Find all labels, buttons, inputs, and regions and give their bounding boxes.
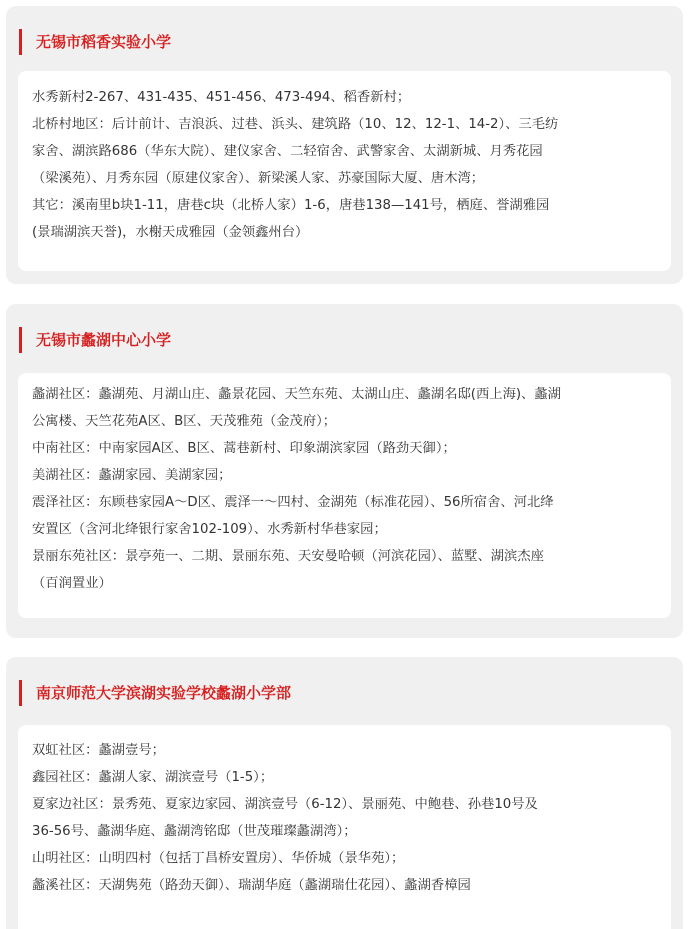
- district-line: 水秀新村2-267、431-435、451-456、473-494、稻香新村；: [32, 90, 411, 105]
- school-card: [6, 304, 683, 638]
- district-line: (景瑞湖滨天誉)，水榭天成雅园（金领鑫州台）: [32, 225, 309, 240]
- district-list: [18, 373, 671, 618]
- district-line: 安置区（含河北绛银行家舍102-109）、水秀新村华巷家园；: [32, 522, 387, 537]
- district-line: 双虹社区：蠡湖壹号；: [32, 743, 165, 758]
- district-line: 其它：溪南里b块1-11，唐巷c块（北桥人家）1-6，唐巷138—141号，栖庭、誉湖雅园: [32, 198, 550, 213]
- district-line: 景丽东苑社区：景亭苑一、二期、景丽东苑、天安曼哈顿（河滨花园）、蓝墅、湖滨杰座: [32, 549, 544, 564]
- school-title: 无锡市蠡湖中心小学: [19, 327, 171, 353]
- school-card: [6, 6, 683, 284]
- district-line: 36-56号、蠡湖华庭、蠡湖湾铭邸（世茂璀璨蠡湖湾）；: [32, 824, 357, 839]
- district-line: 美湖社区：蠡湖家园、美湖家园；: [32, 468, 232, 483]
- district-list: [18, 71, 671, 271]
- district-line: （百润置业）: [32, 576, 112, 591]
- district-line: 家舍、湖滨路686（华东大院）、建仪家舍、二轻宿舍、武警家舍、太湖新城、月秀花园: [32, 144, 543, 159]
- district-line: 公寓楼、天竺花苑A区、B区、天茂雅苑（金茂府）；: [32, 414, 337, 429]
- district-line: 夏家边社区：景秀苑、夏家边家园、湖滨壹号（6-12）、景丽苑、中鲍巷、孙巷10号及: [32, 797, 538, 812]
- district-line: 震泽社区：东顾巷家园A～D区、震泽一～四村、金湖苑（标准花园）、56所宿舍、河北绛: [32, 495, 554, 510]
- district-line: 中南社区：中南家园A区、B区、蒿巷新村、印象湖滨家园（路劲天御）；: [32, 441, 456, 456]
- district-line: 山明社区：山明四村（包括丁昌桥安置房）、华侨城（景华苑）；: [32, 851, 405, 866]
- school-title: 南京师范大学滨湖实验学校蠡湖小学部: [19, 680, 291, 706]
- district-line: （梁溪苑）、月秀东园（原建仪家舍）、新梁溪人家、苏豪国际大厦、唐木湾；: [32, 171, 485, 186]
- district-list: [18, 725, 671, 929]
- district-line: 蠡溪社区：天湖隽苑（路劲天御）、瑞湖华庭（蠡湖瑞仕花园）、蠡湖香樟园: [32, 878, 471, 893]
- district-line: 鑫园社区：蠡湖人家、湖滨壹号（1-5）；: [32, 770, 274, 785]
- school-title: 无锡市稻香实验小学: [19, 29, 171, 55]
- school-card: [6, 657, 683, 929]
- district-line: 北桥村地区：后计前计、吉浪浜、过巷、浜头、建筑路（10、12、12-1、14-2）、三毛纺: [32, 117, 559, 132]
- district-line: 蠡湖社区：蠡湖苑、月湖山庄、蠡景花园、天竺东苑、太湖山庄、蠡湖名邸(西上海)、蠡湖: [32, 387, 561, 402]
